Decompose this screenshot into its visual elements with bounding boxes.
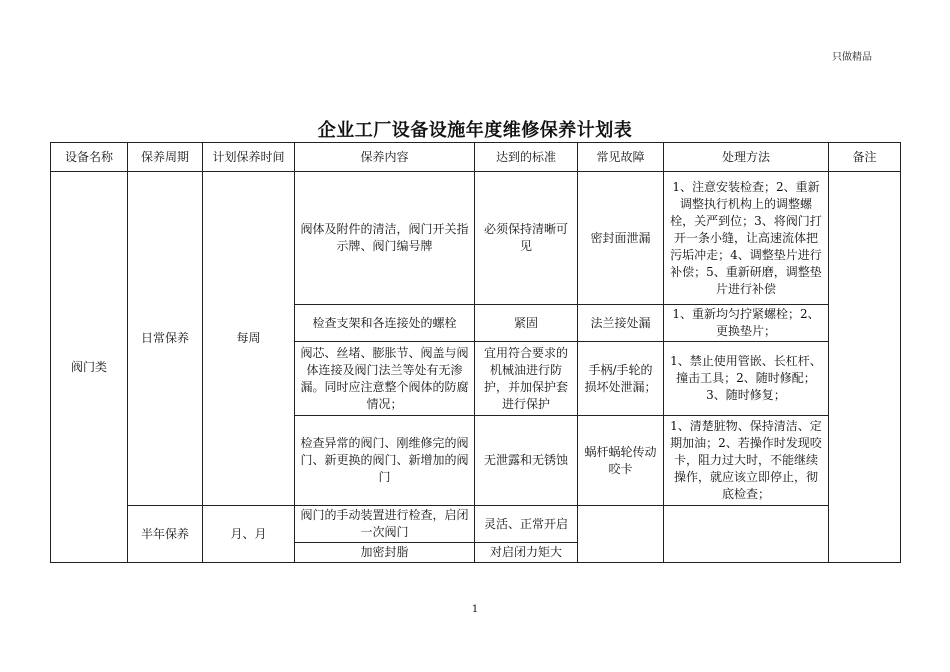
- fault-cell: 密封面泄漏: [578, 172, 664, 305]
- standard-cell: 必须保持清晰可见: [475, 172, 578, 305]
- standard-cell: 宜用符合要求的机械油进行防护，并加保护套进行保护: [475, 342, 578, 416]
- header-common-fault: 常见故障: [578, 143, 664, 172]
- remarks-cell: [829, 172, 901, 563]
- page-number: 1: [471, 604, 479, 615]
- standard-cell: 对启闭力矩大: [475, 543, 578, 563]
- standard-cell: 灵活、正常开启: [475, 506, 578, 543]
- header-standard: 达到的标准: [475, 143, 578, 172]
- header-row: [51, 143, 901, 172]
- header-treatment-method: 处理方法: [664, 143, 829, 172]
- cycle-daily-cell: 日常保养: [128, 172, 203, 506]
- equipment-name-cell: 阀门类: [51, 172, 128, 563]
- table-row: [51, 506, 901, 543]
- watermark: 只做精品: [832, 52, 872, 63]
- header-remarks: 备注: [829, 143, 901, 172]
- time-daily-cell: 每周: [203, 172, 295, 506]
- fault-cell: 手柄/手轮的损坏处泄漏；: [578, 342, 664, 416]
- document-title: 企业工厂设备设施年度维修保养计划表: [317, 120, 633, 141]
- time-halfyear-cell: 月、月: [203, 506, 295, 563]
- maintenance-plan-table: [50, 142, 901, 563]
- content-cell: 检查支架和各连接处的螺栓: [295, 305, 475, 342]
- content-cell: 检查异常的阀门、刚维修完的阀门、新更换的阀门、新增加的阀门: [295, 416, 475, 506]
- method-cell: 1、重新均匀拧紧螺栓；2、更换垫片；: [664, 305, 829, 342]
- standard-cell: 紧固: [475, 305, 578, 342]
- content-cell: 加密封脂: [295, 543, 475, 563]
- header-maintenance-content: 保养内容: [295, 143, 475, 172]
- method-cell: [664, 506, 829, 563]
- table-row: [51, 172, 901, 305]
- content-cell: 阀体及附件的清洁，阀门开关指示牌、阀门编号牌: [295, 172, 475, 305]
- method-cell: 1、注意安装检查；2、重新调整执行机构上的调整螺栓，关严到位；3、将阀门打开一条小缝，让高速流体把污垢冲走；4、调整垫片进行补偿；5、重新研磨，调整垫片进行补偿: [664, 172, 829, 305]
- cycle-halfyear-cell: 半年保养: [128, 506, 203, 563]
- content-cell: 阀芯、丝堵、膨胀节、阀盖与阀体连接及阀门法兰等处有无渗漏。同时应注意整个阀体的防腐情况；: [295, 342, 475, 416]
- fault-cell: 法兰接处漏: [578, 305, 664, 342]
- header-planned-time: 计划保养时间: [203, 143, 295, 172]
- method-cell: 1、禁止使用管嵌、长杠杆、撞击工具；2、随时修配；3、随时修复；: [664, 342, 829, 416]
- fault-cell: 蜗杆蜗轮传动咬卡: [578, 416, 664, 506]
- method-cell: 1、清楚脏物、保持清洁、定期加油；2、若操作时发现咬卡，阻力过大时，不能继续操作，就应该立即停止，彻底检查；: [664, 416, 829, 506]
- fault-cell: [578, 506, 664, 563]
- content-cell: 阀门的手动装置进行检查，启闭一次阀门: [295, 506, 475, 543]
- header-equipment-name: 设备名称: [51, 143, 128, 172]
- standard-cell: 无泄露和无锈蚀: [475, 416, 578, 506]
- header-maintenance-cycle: 保养周期: [128, 143, 203, 172]
